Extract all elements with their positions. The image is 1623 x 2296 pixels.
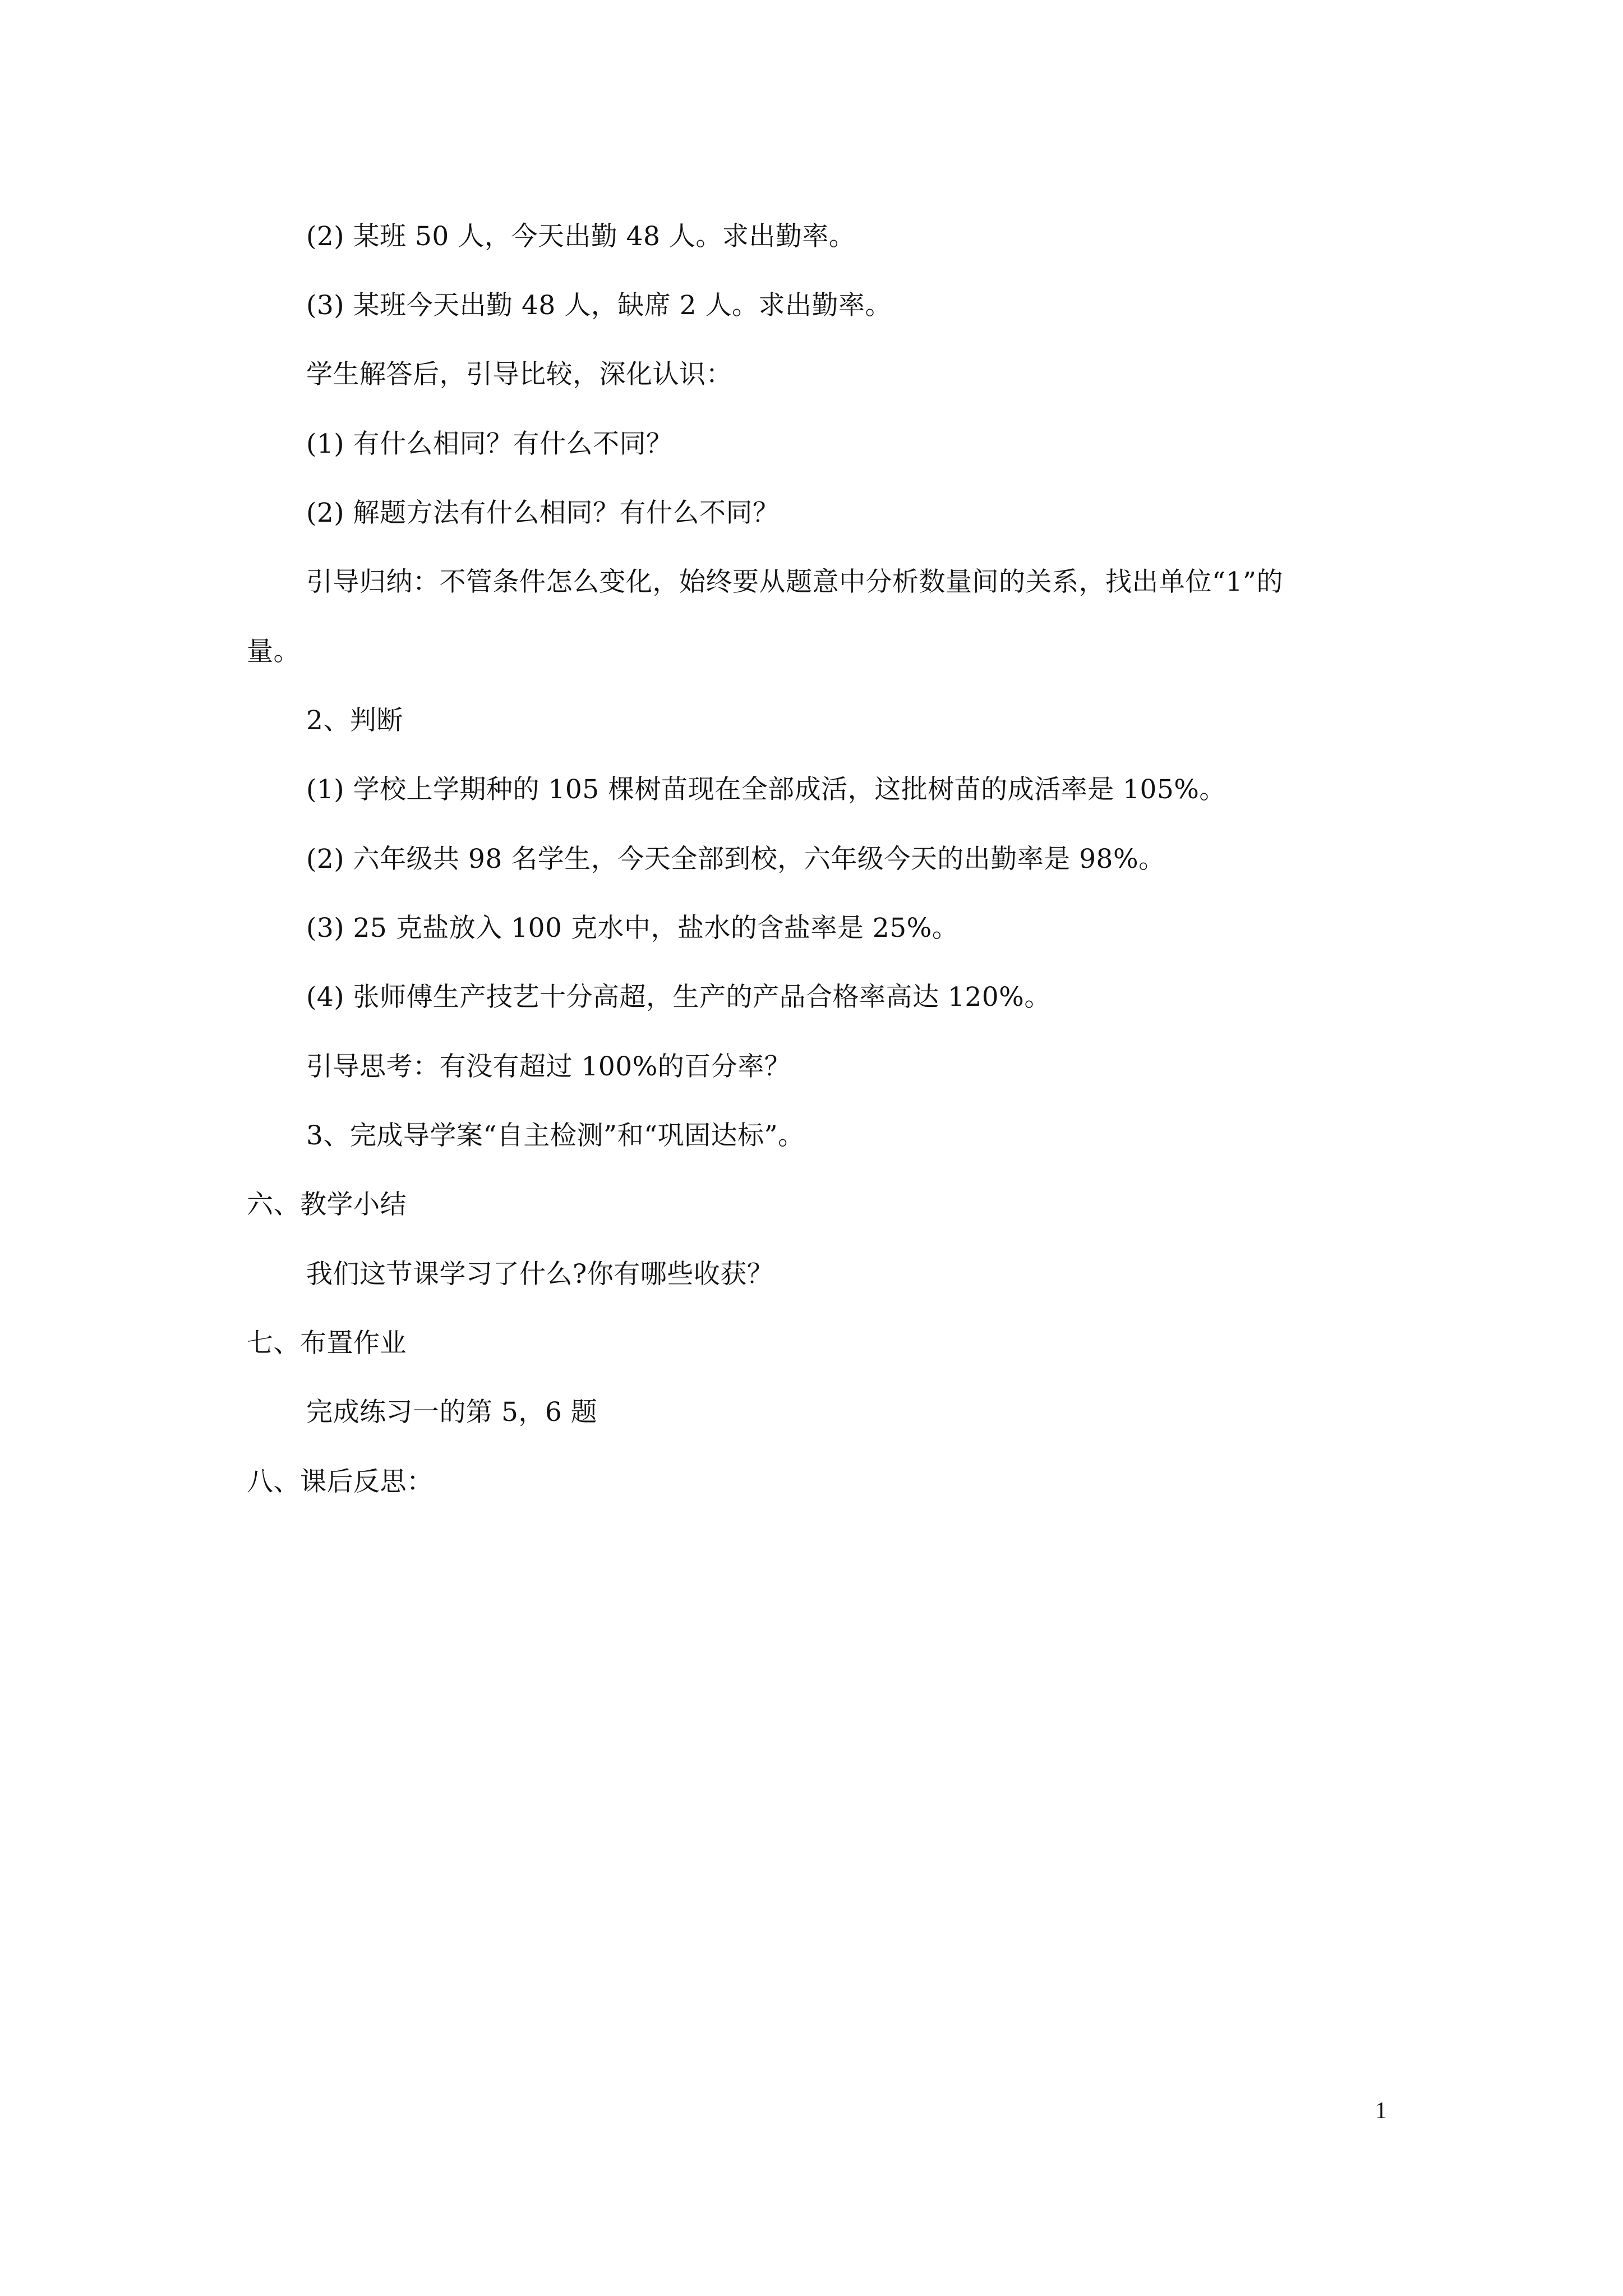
- section-seven-heading: 七、布置作业: [247, 1328, 407, 1359]
- judgment-item-4: (4) 张师傅生产技艺十分高超，生产的产品合格率高达 120%。: [306, 982, 1051, 1013]
- complete-study-guide: 3、完成导学案“自主检测”和“巩固达标”。: [306, 1120, 805, 1151]
- summary-guidance-continuation: 量。: [247, 636, 300, 667]
- comparison-question-1: (1) 有什么相同？有什么不同？: [306, 429, 673, 459]
- section-judgment-title: 2、判断: [306, 705, 403, 736]
- question-3-attendance: (3) 某班今天出勤 48 人，缺席 2 人。求出勤率。: [306, 290, 892, 321]
- judgment-item-2: (2) 六年级共 98 名学生，今天全部到校，六年级今天的出勤率是 98%。: [306, 844, 1165, 875]
- question-2-attendance: (2) 某班 50 人，今天出勤 48 人。求出勤率。: [306, 221, 856, 252]
- judgment-item-1: (1) 学校上学期种的 105 棵树苗现在全部成活，这批树苗的成活率是 105%。: [306, 774, 1226, 805]
- judgment-item-3: (3) 25 克盐放入 100 克水中，盐水的含盐率是 25%。: [306, 913, 959, 944]
- summary-guidance: 引导归纳：不管条件怎么变化，始终要从题意中分析数量间的关系，找出单位“1”的: [306, 567, 1283, 597]
- section-eight-heading: 八、课后反思：: [247, 1466, 434, 1497]
- comparison-question-2: (2) 解题方法有什么相同？有什么不同？: [306, 498, 780, 528]
- comparison-intro: 学生解答后，引导比较，深化认识：: [306, 359, 732, 390]
- lesson-summary-question: 我们这节课学习了什么?你有哪些收获？: [306, 1259, 774, 1290]
- section-six-heading: 六、教学小结: [247, 1189, 407, 1220]
- thinking-guidance: 引导思考：有没有超过 100%的百分率？: [306, 1051, 791, 1082]
- homework-assignment: 完成练习一的第 5，6 题: [306, 1397, 598, 1428]
- page-number: 1: [1375, 2098, 1387, 2124]
